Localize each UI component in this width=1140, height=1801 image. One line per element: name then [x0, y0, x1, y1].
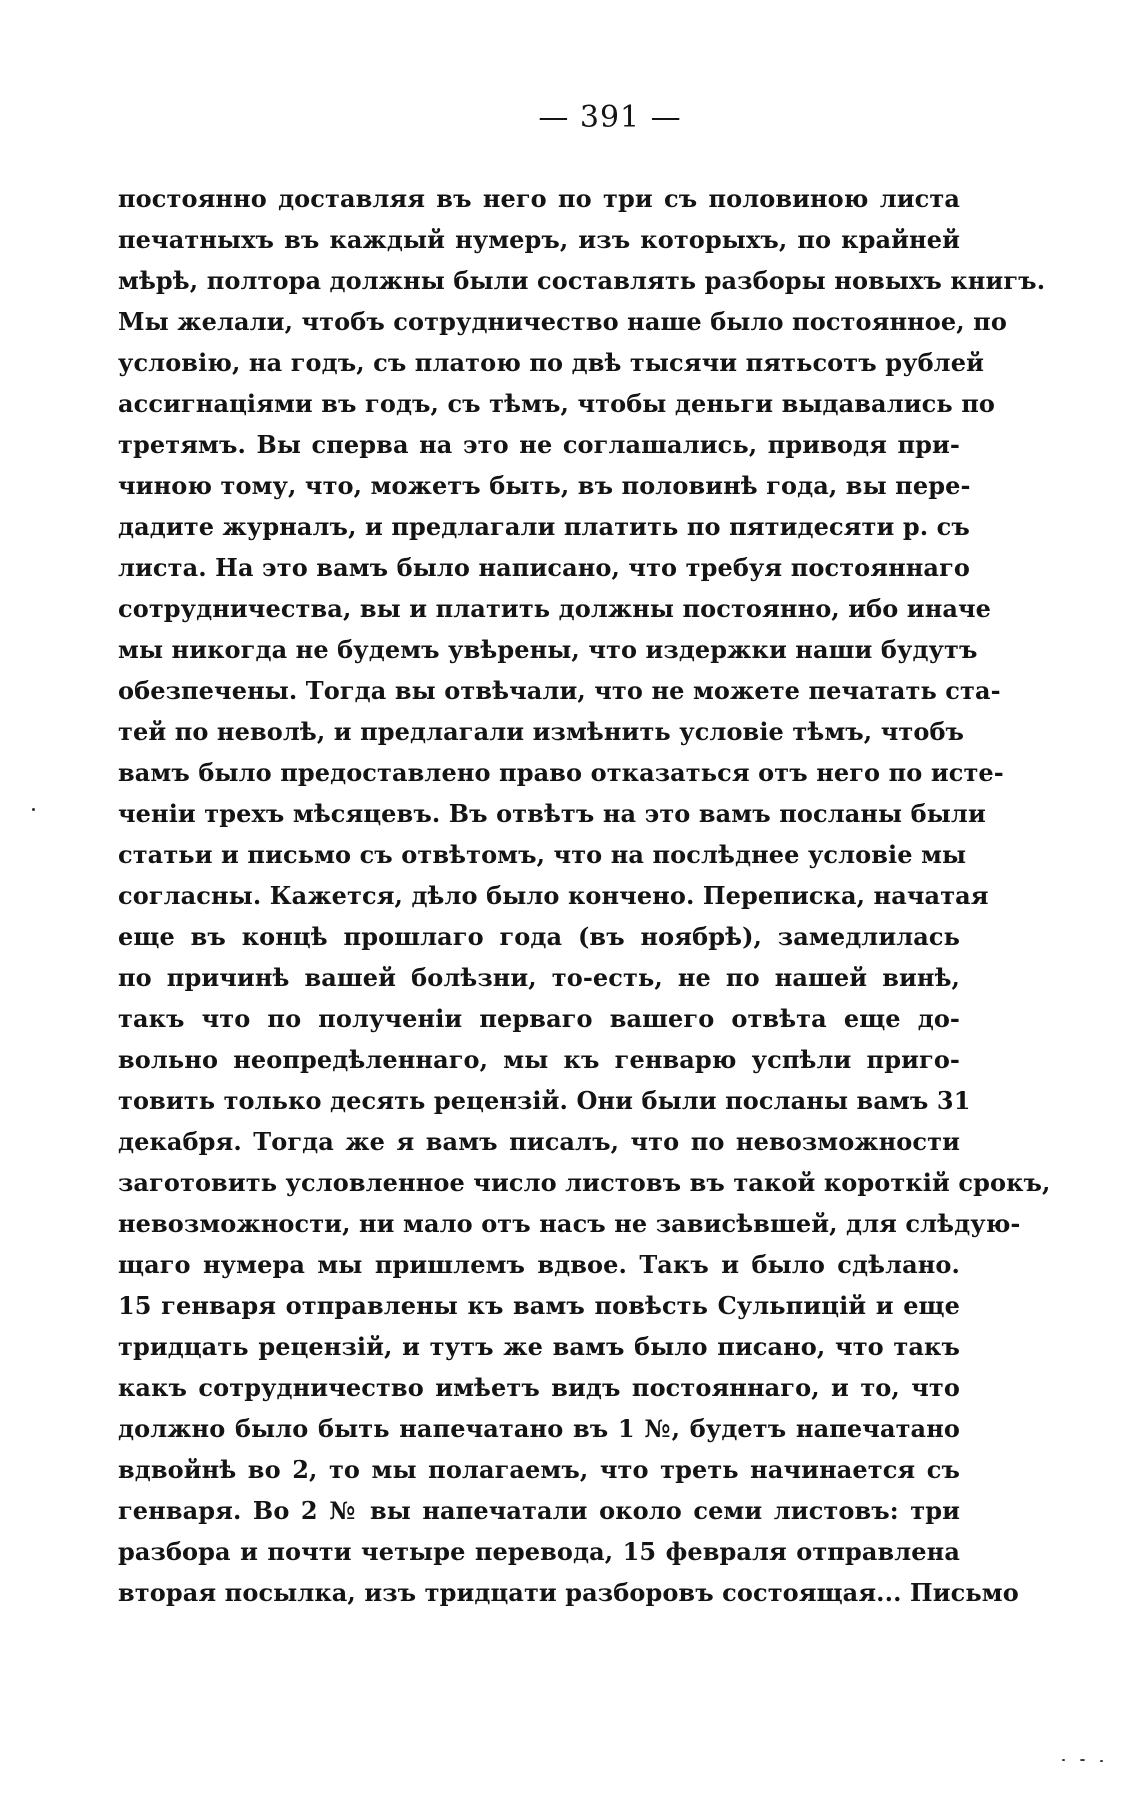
text-line: листа. На это вамъ было написано, что требуя постояннаго — [118, 553, 970, 582]
text-line: еще въ концѣ прошлаго года (въ ноябрѣ), замедлилась — [118, 922, 960, 951]
text-line: 15 генваря отправлены къ вамъ повѣсть Сульпицій и еще — [118, 1291, 960, 1320]
text-line: декабря. Тогда же я вамъ писалъ, что по невозможности — [118, 1127, 960, 1156]
text-line: по причинѣ вашей болѣзни, то-есть, не по нашей винѣ, — [118, 963, 960, 992]
text-line: невозможности, ни мало отъ насъ не зависѣвшей, для слѣдую- — [118, 1209, 1021, 1238]
text-line: мѣрѣ, полтора должны были составлять разборы новыхъ книгъ. — [118, 266, 1046, 295]
text-line: такъ что по полученіи перваго вашего отвѣта еще до- — [118, 1004, 960, 1033]
text-line: третямъ. Вы сперва на это не соглашались, приводя при- — [118, 430, 960, 459]
text-line: вдвойнѣ во 2, то мы полагаемъ, что треть начинается съ — [118, 1455, 960, 1484]
text-line: тей по неволѣ, и предлагали измѣнить условіе тѣмъ, чтобъ — [118, 717, 965, 746]
text-line: заготовить условленное число листовъ въ такой короткій срокъ, — [118, 1168, 1051, 1197]
scan-speck — [1100, 1760, 1103, 1762]
text-line: товить только десять рецензій. Они были посланы вамъ 31 — [118, 1086, 971, 1115]
text-line: согласны. Кажется, дѣло было кончено. Переписка, начатая — [118, 881, 989, 910]
text-line: ченіи трехъ мѣсяцевъ. Въ отвѣтъ на это вамъ посланы были — [118, 799, 986, 828]
text-line: вторая посылка, изъ тридцати разборовъ состоящая... Письмо — [118, 1578, 1019, 1607]
page-body — [118, 178, 1051, 1613]
text-line: печатныхъ въ каждый нумеръ, изъ которыхъ, по крайней — [118, 225, 960, 254]
text-line: вольно неопредѣленнаго, мы къ генварю успѣли приго- — [118, 1045, 960, 1074]
text-line: условію, на годъ, съ платою по двѣ тысячи пятьсотъ рублей — [118, 348, 984, 377]
page-number: — 391 — — [538, 100, 682, 135]
text-line: мы никогда не будемъ увѣрены, что издержки наши будутъ — [118, 635, 978, 664]
text-line: вамъ было предоставлено право отказаться отъ него по исте- — [118, 758, 1004, 787]
text-line: статьи и письмо съ отвѣтомъ, что на послѣднее условіе мы — [118, 840, 967, 869]
text-line: разбора и почти четыре перевода, 15 февраля отправлена — [118, 1537, 960, 1566]
scan-speck — [1062, 1759, 1065, 1761]
text-line: обезпечены. Тогда вы отвѣчали, что не можете печатать ста- — [118, 676, 1001, 705]
text-line: постоянно доставляя въ него по три съ половиною листа — [118, 184, 960, 213]
text-line: дадите журналъ, и предлагали платить по пятидесяти р. съ — [118, 512, 970, 541]
scan-speck — [1080, 1759, 1085, 1761]
text-line: какъ сотрудничество имѣетъ видъ постояннаго, и то, что — [118, 1373, 960, 1402]
text-line: Мы желали, чтобъ сотрудничество наше было постоянное, по — [118, 307, 1007, 336]
text-line: сотрудничества, вы и платить должны постоянно, ибо иначе — [118, 594, 992, 623]
text-line: должно было быть напечатано въ 1 №, будетъ напечатано — [118, 1414, 960, 1443]
text-line: щаго нумера мы пришлемъ вдвое. Такъ и было сдѣлано. — [118, 1250, 960, 1279]
text-line: чиною тому, что, можетъ быть, въ половинѣ года, вы пере- — [118, 471, 971, 500]
text-line: тридцать рецензій, и тутъ же вамъ было писано, что такъ — [118, 1332, 960, 1361]
scan-speck — [32, 808, 35, 811]
text-line: ассигнаціями въ годъ, съ тѣмъ, чтобы деньги выдавались по — [118, 389, 995, 418]
text-line: генваря. Во 2 № вы напечатали около семи листовъ: три — [118, 1496, 960, 1525]
